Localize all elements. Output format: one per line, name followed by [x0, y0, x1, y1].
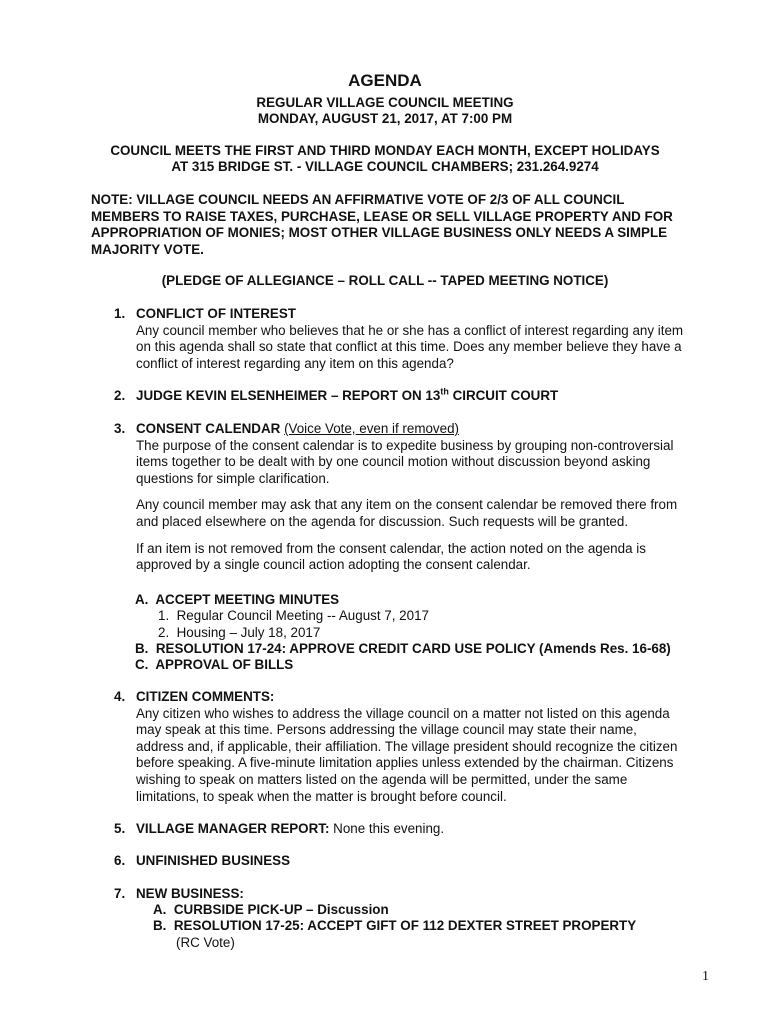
item-heading-end: CIRCUIT COURT: [448, 388, 559, 403]
vote-type-note: (Voice Vote, even if removed): [284, 421, 459, 436]
agenda-item-citizen-comments: [114, 689, 714, 805]
item-text-line: questions for simple clarification.: [136, 470, 330, 486]
ordinal-suffix: th: [440, 386, 449, 397]
sub-heading: RESOLUTION 17-25: ACCEPT GIFT OF 112 DEXTER STREET PROPERTY: [173, 918, 637, 933]
minutes-item-1: [158, 608, 429, 625]
item-number: 5.: [114, 821, 126, 836]
consent-sub-a: [135, 592, 339, 609]
item-heading: CONSENT CALENDAR: [136, 421, 281, 436]
agenda-item-unfinished-business: [114, 853, 714, 870]
meeting-date: MONDAY, AUGUST 21, 2017, AT 7:00 PM: [257, 111, 513, 126]
sub-letter: A.: [135, 592, 149, 607]
new-business-sub-b: [153, 918, 636, 935]
sub-heading: ACCEPT MEETING MINUTES: [155, 592, 340, 607]
item-heading: NEW BUSINESS:: [136, 886, 244, 901]
agenda-item-new-business: [114, 886, 714, 903]
item-heading: CITIZEN COMMENTS:: [136, 689, 275, 704]
item-number: 7.: [114, 886, 126, 901]
item-text-line: and placed elsewhere on the agenda for discussion. Such requests will be granted.: [136, 513, 629, 529]
agenda-item-judge-report: [114, 388, 714, 405]
vote-note: [91, 192, 701, 258]
sub-letter: C.: [135, 657, 149, 672]
meeting-schedule: COUNCIL MEETS THE FIRST AND THIRD MONDAY EACH MONTH, EXCEPT HOLIDAYS: [110, 143, 660, 158]
new-business-sub-a: [153, 902, 389, 919]
item-number: 6.: [114, 853, 126, 868]
sub-number: 1.: [158, 608, 170, 623]
sub-text: Housing – July 18, 2017: [176, 625, 321, 640]
item-text-line: approved by a single council action adopting the consent calendar.: [136, 557, 531, 573]
item-text: None this evening.: [329, 821, 445, 836]
vote-type-note: (RC Vote): [176, 935, 235, 950]
item-heading: UNFINISHED BUSINESS: [136, 853, 291, 868]
item-text-line: Any citizen who wishes to address the village council on a matter not listed on this agenda: [136, 705, 670, 721]
item-number: 3.: [114, 421, 126, 436]
agenda-item-consent-calendar: [114, 421, 714, 584]
item-number: 4.: [114, 689, 126, 704]
sub-heading: CURBSIDE PICK-UP – Discussion: [173, 902, 389, 917]
item-text-line: address and, if applicable, their affiliation. The village president should recognize the citizen: [136, 738, 678, 754]
minutes-item-2: [158, 625, 320, 642]
note-line: MAJORITY VOTE.: [91, 241, 204, 257]
consent-sub-c: [135, 657, 293, 674]
sub-heading: RESOLUTION 17-24: APPROVE CREDIT CARD USE POLICY (Amends Res. 16-68): [155, 641, 671, 656]
agenda-item-conflict-of-interest: [114, 306, 714, 372]
item-text-line: wishing to speak on matters listed on the agenda will be permitted, under the same: [136, 771, 628, 787]
sub-heading: APPROVAL OF BILLS: [155, 657, 294, 672]
item-text-line: on this agenda shall so state that conflict at this time. Does any member believe they have a: [136, 339, 682, 355]
agenda-item-manager-report: [114, 821, 714, 838]
item-text-line: may speak at this time. Persons addressing the village council may state their name,: [136, 722, 637, 738]
note-line: NOTE: VILLAGE COUNCIL NEEDS AN AFFIRMATIVE VOTE OF 2/3 OF ALL COUNCIL: [91, 192, 625, 207]
item-heading: CONFLICT OF INTEREST: [136, 306, 296, 321]
item-text-line: conflict of interest regarding any item on this agenda?: [136, 355, 454, 371]
sub-letter: B.: [135, 641, 149, 656]
item-number: 1.: [114, 306, 126, 321]
note-line: APPROPRIATION OF MONIES; MOST OTHER VILLAGE BUSINESS ONLY NEEDS A SIMPLE: [91, 225, 668, 241]
sub-text: Regular Council Meeting -- August 7, 2017: [176, 608, 429, 623]
page-number: 1: [702, 969, 709, 984]
note-line: MEMBERS TO RAISE TAXES, PURCHASE, LEASE OR SELL VILLAGE PROPERTY AND FOR: [91, 208, 673, 224]
item-text-line: before speaking. A five-minute limitation applies unless extended by the chairman. Citizens: [136, 755, 674, 771]
sub-letter: B.: [153, 918, 167, 933]
item-text-line: Any council member may ask that any item on the consent calendar be removed there from: [136, 497, 678, 513]
sub-letter: A.: [153, 902, 167, 917]
meeting-location: AT 315 BRIDGE ST. - VILLAGE COUNCIL CHAMBERS; 231.264.9274: [171, 159, 599, 174]
consent-sub-b: [135, 641, 671, 658]
meeting-name: REGULAR VILLAGE COUNCIL MEETING: [256, 95, 514, 110]
item-number: 2.: [114, 388, 126, 403]
item-text-line: If an item is not removed from the consent calendar, the action noted on the agenda is: [136, 540, 646, 556]
item-heading: VILLAGE MANAGER REPORT:: [136, 821, 330, 836]
item-text-line: items together to be dealt with by one council motion without discussion beyond asking: [136, 454, 651, 470]
item-heading: JUDGE KEVIN ELSENHEIMER – REPORT ON 13: [136, 388, 441, 403]
item-text-line: The purpose of the consent calendar is to expedite business by grouping non-controversial: [136, 437, 674, 453]
pledge-line: (PLEDGE OF ALLEGIANCE – ROLL CALL -- TAPED MEETING NOTICE): [161, 273, 609, 288]
item-text-line: Any council member who believes that he or she has a conflict of interest regarding any item: [136, 322, 684, 338]
item-text-line: limitations, to speak when the matter is brought before council.: [136, 788, 507, 804]
page-title: AGENDA: [348, 71, 422, 90]
sub-number: 2.: [158, 625, 170, 640]
